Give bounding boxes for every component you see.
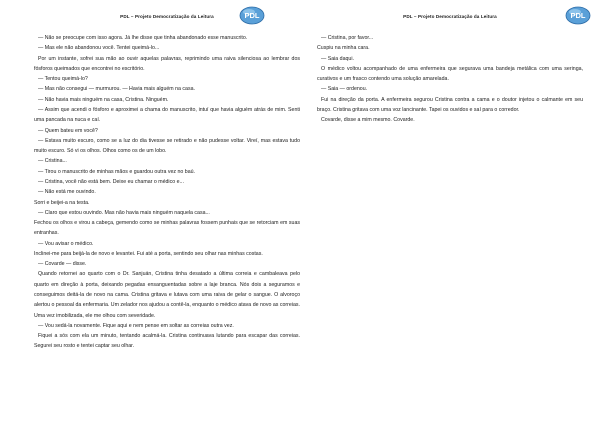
paragraph: — Não havia mais ninguém na casa, Cristina. Ninguém. <box>38 96 169 103</box>
paragraph: Quando retornei ao quarto com o Dr. Sanjuán, Cristina tinha desatado a última correia e cambaleava pelo quarto em direção à porta, deixando pegadas ensanguentadas sobre a laje branca. Nós dois a seguramos e conseguimos deitá-la de novo na cama. Cristina gritava e lutava com uma raiva de gelar o sangue. O alvoroço alertou o pessoal da enfermaria. Um zelador nos ajudou a contê-la, enquanto o médico atava de novo as correias. Uma vez imobilizada, ele me olhou com severidade. <box>34 271 300 319</box>
paragraph: — Quem bateu em você? <box>38 127 98 134</box>
paragraph: Cuspiu na minha cara. <box>317 45 370 52</box>
paragraph: — Não está me ouvindo. <box>38 189 96 196</box>
paragraph: Covarde, disse a mim mesmo. Covarde. <box>321 117 415 124</box>
paragraph: Fui na direção da porta. A enfermeira segurou Cristina contra a cama e o doutor injetou o calmante em seu braço. Cristina gritava com uma voz lancinante. Tapei os ouvidos e saí para o corredor. <box>317 96 583 113</box>
paragraph: — Estava muito escuro, como se a luz do dia tivesse se retirado e não pudesse voltar. Vireí, mas estava tudo muito escuro. Só vi os olhos. Olhos como os de um lobo. <box>34 137 300 155</box>
left-page-text <box>34 33 300 352</box>
paragraph: Por um instante, sofrei sua mão ao ouvir aquelas palavras, reprimindo uma raiva silenciosa ao lembrar dos fósforos queimados que encontrei no escritório. <box>34 55 300 72</box>
pdl-logo-icon <box>565 6 591 25</box>
paragraph: — Vou avisar o médico. <box>38 240 94 247</box>
paragraph: Inclinei-me para beijá-la de novo e levantei. Fui até a porta, sentindo seu olhar nas minhas costas. <box>34 250 263 257</box>
pdl-logo-icon <box>239 6 265 25</box>
svg-text:PDL: PDL <box>244 11 260 21</box>
page-header: PDL – Projeto Democratização da Leitura <box>120 14 214 19</box>
paragraph: — Tentou queimá-lo? <box>38 76 88 83</box>
page-header: PDL – Projeto Democratização da Leitura <box>403 14 497 19</box>
paragraph: — Mas não consegui — murmurou. — Havia mais alguém na casa. <box>38 86 195 93</box>
paragraph: — Cristina, por favor... <box>321 35 374 41</box>
paragraph: — Claro que estou ouvindo. Mas não havia mais ninguém naquela casa... <box>38 209 210 216</box>
paragraph: Fechou os olhos e virou a cabeça, gemendo como se minhas palavras fossem punhais que se retorciam em suas entranhas. <box>34 220 300 237</box>
paragraph: — Covarde — disse. <box>38 261 87 268</box>
right-page-text <box>317 33 583 126</box>
paragraph: — Mas ele não abandonou você. Tentei queimá-lo... <box>38 45 160 52</box>
paragraph: O médico voltou acompanhado de uma enfermeira que segurava uma bandeja metálica com uma seringa, curativos e um frasco contendo uma solução amarelada. <box>317 65 583 83</box>
paragraph: — Saia daqui. <box>321 55 354 62</box>
paragraph: Sorri e beijei-a na testa. <box>34 199 90 206</box>
left-page <box>34 0 300 424</box>
svg-text:PDL: PDL <box>570 11 586 21</box>
paragraph: — Vou sedá-la novamente. Fique aqui e nem pense em soltar as correias outra vez. <box>38 322 234 329</box>
paragraph: — Tirou o manuscrito de minhas mãos e guardou outra vez no baú. <box>38 168 196 175</box>
paragraph: Fiquei a sós com ela um minuto, tentando acalmá-la. Cristina continuava lutando para escapar das correias. Segurei seu rosto e tentei captar seu olhar. <box>34 333 300 350</box>
paragraph: — Não se preocupe com isso agora. Já lhe disse que tinha abandonado esse manuscrito. <box>38 35 248 41</box>
paragraph: — Assim que acendi o fósforo e aproximei a chama do manuscrito, intuí que havia alguém atrás de mim. Senti uma pancada na nuca e caí. <box>34 106 300 124</box>
paragraph: — Cristina... <box>38 158 67 165</box>
right-page <box>317 0 586 424</box>
paragraph: — Saia — ordenou. <box>321 86 368 93</box>
paragraph: — Cristina, você não está bem. Deixe eu chamar o médico e... <box>38 178 184 185</box>
